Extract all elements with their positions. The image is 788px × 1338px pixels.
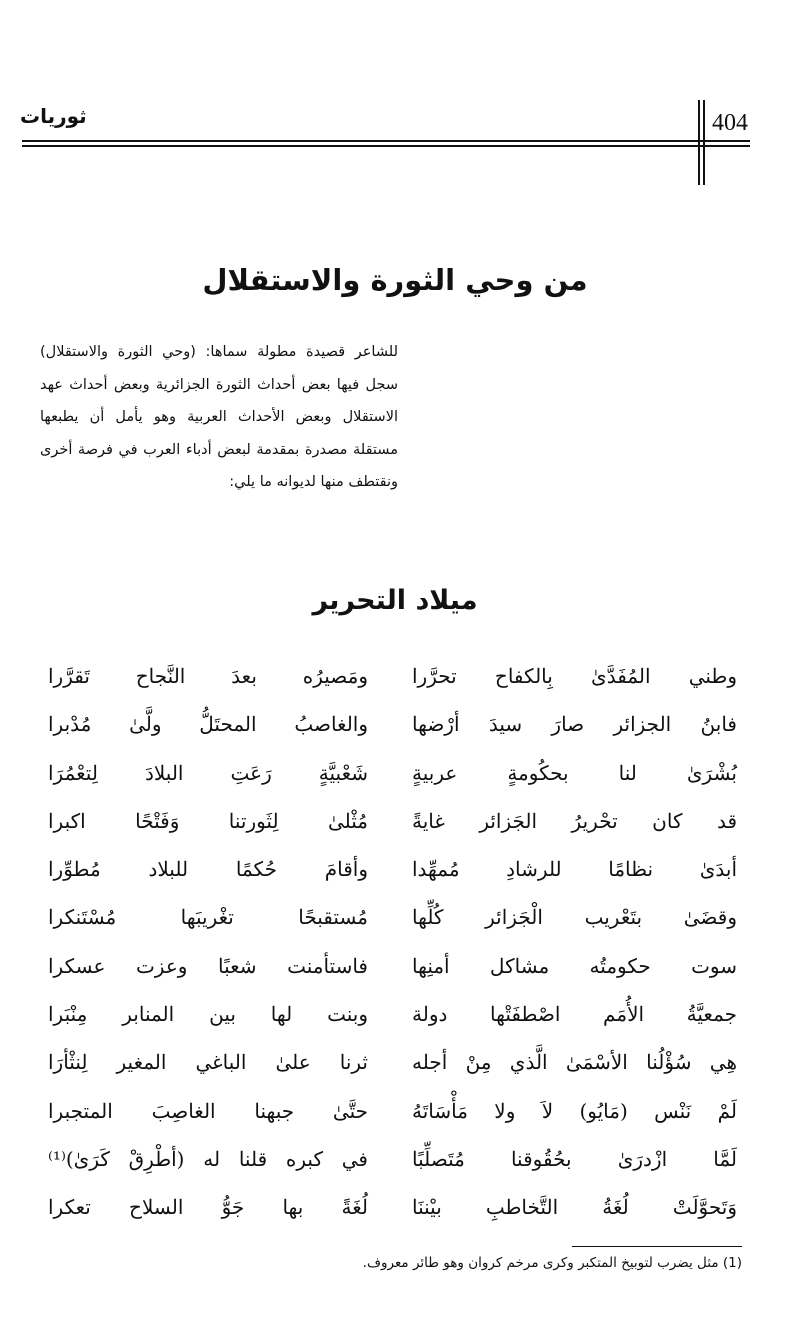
running-title: ثوريات bbox=[20, 104, 87, 128]
header-rule-top bbox=[22, 140, 750, 142]
verse-second-hemistich: ثرنا علىٰ الباغي المغير لِنثْأرَا bbox=[48, 1050, 368, 1075]
page-number: 404 bbox=[712, 110, 748, 136]
verse-second-hemistich: فاستأمنت شعبًا وعزت عسكرا bbox=[48, 953, 368, 978]
verse-first-hemistich: سوت حكومتُه مشاكل أمنِها bbox=[412, 953, 737, 978]
verse-second-hemistich: وبنت لها بين المنابر مِنْبَرا bbox=[48, 1002, 368, 1027]
verse-first-hemistich: فابنُ الجزائر صارَ سيدَ أرْضها bbox=[412, 712, 737, 737]
header-rule-bottom bbox=[22, 145, 750, 147]
verse-first-hemistich: لَمْ نَنْس (مَايُو) لاَ ولا مَأْسَاتَهُ bbox=[412, 1098, 737, 1123]
verse-row bbox=[0, 897, 788, 945]
verse-row bbox=[0, 946, 788, 994]
page-header bbox=[0, 0, 788, 185]
verse-row bbox=[0, 753, 788, 801]
verse-first-hemistich: أبدَىٰ نظامًا للرشادِ مُمهِّدا bbox=[412, 857, 737, 882]
verse-list bbox=[0, 656, 788, 1236]
verse-row bbox=[0, 1042, 788, 1090]
verse-second-hemistich: لُغَةً بها جَوُّ السلاح تعكرا bbox=[48, 1195, 368, 1220]
verse-second-hemistich: وأقامَ حُكمًا للبلاد مُطوِّرا bbox=[48, 857, 368, 882]
verse-first-hemistich: وطني المُفَدَّىٰ بِالكفاح تحرَّرا bbox=[412, 664, 737, 688]
verse-second-hemistich: والغاصبُ المحتَلُّ ولَّىٰ مُدْبرا bbox=[48, 712, 368, 737]
footnote-separator bbox=[572, 1246, 742, 1247]
verse-first-hemistich: وَتَحوَّلَتْ لُغَةُ التَّخاطبِ بيْننَا bbox=[412, 1195, 737, 1220]
section-title: ميلاد التحرير bbox=[312, 585, 478, 616]
verse-first-hemistich: قد كان تحْريرُ الجَزائر غايةً bbox=[412, 808, 737, 833]
verse-second-hemistich: مُثْلىٰ لِثَورتنا وَفَتْحًا اكبرا bbox=[48, 808, 368, 833]
verse-first-hemistich: جمعيَّةُ الأُمَم اصْطفَتْها دولة bbox=[412, 1002, 737, 1027]
verse-second-hemistich: شَعْبيَّةٍ رَعَتِ البلادَ لِتعْمُرَا bbox=[48, 760, 368, 785]
verse-row bbox=[0, 704, 788, 752]
verse-row bbox=[0, 1187, 788, 1235]
verse-second-hemistich: في كبره قلنا له (أطْرِقْ كَرَىٰ)⁽¹⁾ bbox=[48, 1146, 368, 1171]
verse-first-hemistich: بُشْرَىٰ لنا بحكُومةٍ عربيةٍ bbox=[412, 760, 737, 785]
verse-row bbox=[0, 1091, 788, 1139]
verse-second-hemistich: حتَّىٰ جبهنا الغاصِبَ المتجبرا bbox=[48, 1098, 368, 1123]
footnote: (1) مثل يضرب لتوبيخ المتكبر وكرى مرخم كروان وهو طائر معروف. bbox=[362, 1255, 742, 1271]
intro-paragraph: للشاعر قصيدة مطولة سماها: (وحي الثورة والاستقلال) سجل فيها بعض أحداث الثورة الجزائرية وبعض أحداث عهد الاستقلال وبعض الأحداث العربية وهو يأمل أن يطبعها مستقلة مصدرة بمقدمة لبعض أدباء العرب في فرصة أخرى ونقتطف منها لديوانه ما يلي: bbox=[40, 344, 398, 490]
verse-row bbox=[0, 849, 788, 897]
verse-second-hemistich: مُستقبحًا تغْريبَها مُسْتَنكرا bbox=[48, 905, 368, 930]
header-rule-vertical-right bbox=[703, 100, 705, 185]
poem-title: من وحي الثورة والاستقلال bbox=[202, 263, 588, 297]
verse-first-hemistich: لَمَّا ازْدرَىٰ بحُقُوقنا مُتَصلِّبًا bbox=[412, 1146, 737, 1171]
verse-row bbox=[0, 1139, 788, 1187]
header-rule-vertical-left bbox=[698, 100, 700, 185]
verse-first-hemistich: هِي سُؤْلُنا الأسْمَىٰ الَّذي مِنْ أجله bbox=[412, 1050, 737, 1075]
verse-row bbox=[0, 994, 788, 1042]
verse-second-hemistich: ومَصيرُه بعدَ النَّجاح تَقرَّرا bbox=[48, 664, 368, 688]
verse-first-hemistich: وقضَىٰ بتَعْريب الْجَزائر كُلِّها bbox=[412, 905, 737, 930]
verse-row bbox=[0, 656, 788, 704]
verse-row bbox=[0, 801, 788, 849]
